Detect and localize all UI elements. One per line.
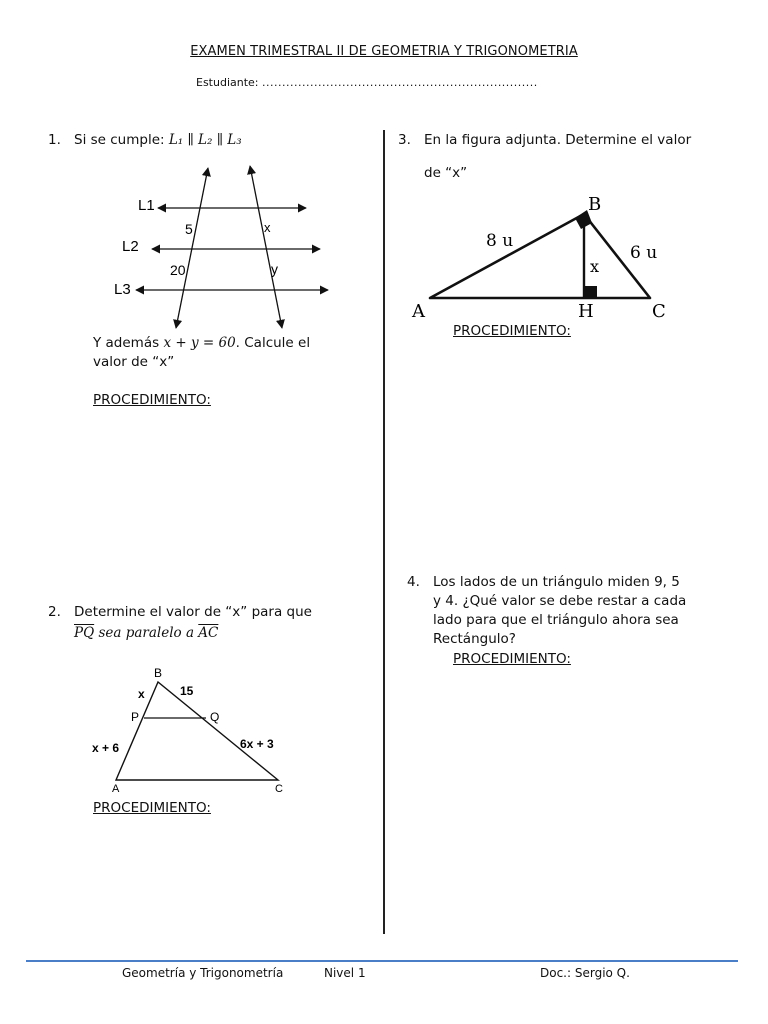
footer-rule — [26, 960, 738, 962]
q1-number: 1. — [48, 132, 61, 148]
footer-subject: Geometría y Trigonometría — [122, 966, 284, 980]
label-l2: L2 — [122, 238, 139, 255]
q2-math-line — [74, 624, 218, 643]
q3-right-triangle-figure — [404, 190, 684, 325]
vertex-a-label: A — [112, 783, 120, 795]
vertex-c-label: C — [275, 783, 283, 795]
q3-prompt-line2: de “x” — [424, 165, 468, 181]
footer-level: Nivel 1 — [324, 966, 366, 980]
q2-prompt: Determine el valor de “x” para que — [74, 604, 312, 620]
q4-line-3: lado para que el triángulo ahora sea — [433, 612, 679, 628]
q4-line-1: Los lados de un triángulo miden 9, 5 — [433, 574, 680, 590]
side-ab-label: 8 u — [486, 231, 514, 251]
student-label: Estudiante: — [196, 76, 259, 89]
side-bc-label: 6 u — [630, 243, 658, 263]
q2-segment-pq: $\overline{PQ}$ — [74, 625, 95, 641]
q1-prompt: Si se cumple: — [74, 132, 165, 148]
transversal-left — [176, 168, 208, 328]
q1-condition-line2: valor de “x” — [93, 354, 175, 370]
q2-triangle-figure — [84, 664, 304, 800]
vertex-b-label: B — [588, 194, 602, 215]
q1-statement — [48, 131, 242, 150]
label-segment-5: 5 — [185, 221, 193, 237]
q2-number: 2. — [48, 604, 61, 620]
q4-procedure-label: PROCEDIMIENTO: — [453, 651, 571, 667]
column-divider — [383, 130, 385, 934]
q1-condition-suffix: . Calcule el — [235, 335, 311, 351]
vertex-b-label: B — [154, 666, 163, 680]
right-angle-h-marker — [585, 286, 597, 298]
height-x-label: x — [590, 257, 600, 276]
q4-line-2: y 4. ¿Qué valor se debe restar a cada — [433, 593, 687, 609]
q4-statement — [407, 573, 737, 649]
segment-pa-label: x + 6 — [92, 741, 120, 755]
q2-statement — [48, 603, 348, 622]
q3-statement — [398, 131, 738, 150]
q2-math-mid: sea paralelo a — [94, 625, 199, 641]
vertex-q-label: Q — [210, 710, 220, 724]
label-l3: L3 — [114, 281, 131, 298]
vertex-h-label: H — [578, 301, 594, 322]
exam-title: EXAMEN TRIMESTRAL II DE GEOMETRIA Y TRIGONOMETRIA — [190, 44, 578, 59]
vertex-p-label: P — [131, 710, 140, 724]
q1-relation: L₁ ∥ L₂ ∥ L₃ — [168, 132, 242, 148]
vertex-c-label: C — [652, 301, 666, 322]
q1-condition — [93, 334, 363, 372]
q1-condition-prefix: Y además — [93, 335, 160, 351]
segment-bq-label: 15 — [180, 684, 194, 698]
segment-bp-label: x — [138, 687, 145, 701]
q2-procedure-label: PROCEDIMIENTO: — [93, 800, 211, 816]
label-segment-y: y — [271, 261, 278, 277]
q3-number: 3. — [398, 132, 411, 148]
footer-teacher: Doc.: Sergio Q. — [540, 966, 630, 980]
student-blank: ..................................................................... — [262, 76, 538, 89]
q1-parallel-lines-figure — [100, 160, 350, 335]
q3-prompt: En la figura adjunta. Determine el valor — [424, 132, 692, 148]
q1-condition-math: x + y = 60 — [163, 335, 236, 351]
vertex-a-label: A — [412, 301, 425, 322]
label-l1: L1 — [138, 197, 155, 214]
q3-procedure-label: PROCEDIMIENTO: — [453, 323, 571, 339]
label-segment-20: 20 — [170, 262, 186, 278]
transversal-right — [250, 166, 282, 328]
label-segment-x: x — [264, 220, 271, 235]
segment-qc-label: 6x + 3 — [240, 737, 274, 751]
triangle-abc — [430, 214, 650, 298]
student-field — [196, 76, 538, 89]
q2-segment-ac: $\overline{AC}$ — [198, 625, 219, 641]
q4-number: 4. — [407, 574, 420, 590]
q4-line-4: Rectángulo? — [433, 631, 516, 647]
q1-procedure-label: PROCEDIMIENTO: — [93, 392, 211, 408]
